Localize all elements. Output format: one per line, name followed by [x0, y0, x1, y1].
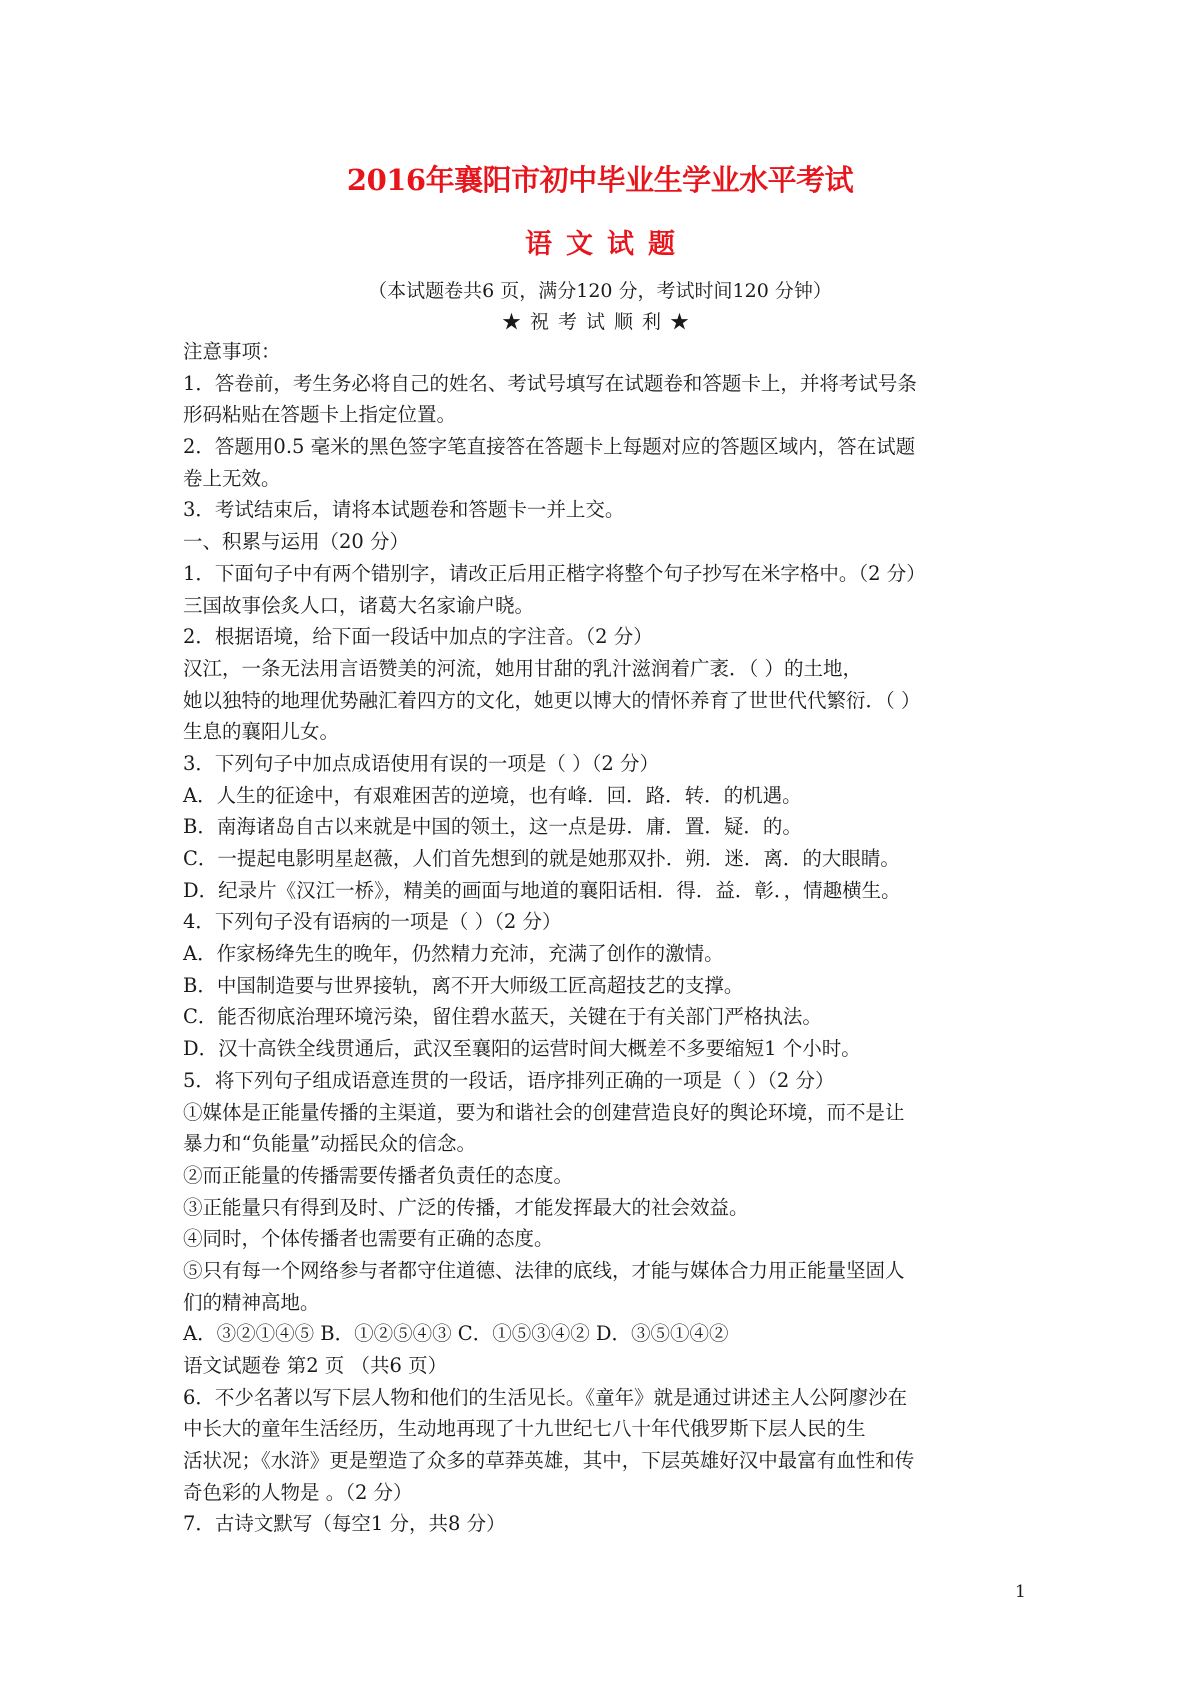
text-line: D．汉十高铁全线贯通后，武汉至襄阳的运营时间大概差不多要缩短1 个小时。: [183, 1037, 861, 1061]
text-line: 中长大的童年生活经历，生动地再现了十九世纪七八十年代俄罗斯下层人民的生: [183, 1417, 866, 1441]
text-line: C．一提起电影明星赵薇，人们首先想到的就是她那双扑．朔．迷．离．的大眼睛。: [183, 847, 900, 870]
text-line: 卷上无效。: [183, 466, 281, 490]
text-line: 注意事项：: [183, 340, 281, 363]
exam-subtitle: 语文试题: [525, 229, 689, 260]
text-line: A．作家杨绛先生的晚年，仍然精力充沛，充满了创作的激情。: [183, 942, 724, 966]
text-line: 2．根据语境，给下面一段话中加点的字注音。（2 分）: [183, 625, 653, 649]
text-line: 3．考试结束后，请将本试题卷和答题卡一并上交。: [183, 498, 625, 522]
text-line: 她以独特的地理优势融汇着四方的文化，她更以博大的情怀养育了世世代代繁衍．（ ）: [183, 688, 921, 712]
text-line: 生息的襄阳儿女。: [183, 720, 340, 744]
text-line: A．③②①④⑤ B．①②⑤④③ C．①⑤③④② D．③⑤①④②: [183, 1322, 729, 1346]
text-line: 6．不少名著以写下层人物和他们的生活见长。《童年》就是通过讲述主人公阿廖沙在: [183, 1385, 908, 1409]
text-line: 一、积累与运用（20 分）: [183, 530, 410, 554]
text-line: 3．下列句子中加点成语使用有误的一项是（ ）（2 分）: [183, 751, 659, 775]
good-luck-line: ★祝考试顺利★: [501, 311, 698, 333]
text-line: 7．古诗文默写（每空1 分，共8 分）: [183, 1512, 506, 1536]
text-line: C．能否彻底治理环境污染，留住碧水蓝天，关键在于有关部门严格执法。: [183, 1005, 822, 1029]
text-line: ⑤只有每一个网络参与者都守住道德、法律的底线，才能与媒体合力用正能量坚固人: [183, 1258, 905, 1282]
text-line: 暴力和“负能量”动摇民众的信念。: [183, 1132, 476, 1156]
text-line: 语文试题卷 第2 页 （共6 页）: [183, 1354, 448, 1377]
text-line: 三国故事侩炙人口，诸葛大名家谕户晓。: [183, 593, 535, 617]
text-line: 汉江，一条无法用言语赞美的河流，她用甘甜的乳汁滋润着广袤．（ ）的土地，: [183, 656, 862, 680]
text-line: 2．答题用0.5 毫米的黑色签字笔直接答在答题卡上每题对应的答题区域内，答在试题: [183, 435, 916, 459]
text-line: ②而正能量的传播需要传播者负责任的态度。: [183, 1163, 574, 1187]
text-line: A．人生的征途中，有艰难困苦的逆境，也有峰．回．路．转．的机遇。: [183, 783, 802, 807]
text-line: B．中国制造要与世界接轨，离不开大师级工匠高超技艺的支撑。: [183, 973, 744, 997]
text-line: 5．将下列句子组成语意连贯的一段话，语序排列正确的一项是（ ）（2 分）: [183, 1068, 835, 1092]
exam-title: 2016年襄阳市初中毕业生学业水平考试: [346, 163, 854, 197]
exam-info: （本试题卷共6 页，满分120 分，考试时间120 分钟）: [368, 280, 832, 302]
text-line: 1．答卷前，考生务必将自己的姓名、考试号填写在试题卷和答题卡上，并将考试号条: [183, 371, 917, 395]
text-line: 奇色彩的人物是 。（2 分）: [183, 1480, 413, 1504]
text-line: B．南海诸岛自古以来就是中国的领土，这一点是毋．庸．置．疑．的。: [183, 815, 802, 839]
text-line: 们的精神高地。: [183, 1290, 320, 1314]
text-line: 形码粘贴在答题卡上指定位置。: [183, 403, 457, 427]
text-line: D．纪录片《汉江一桥》，精美的画面与地道的襄阳话相．得．益．彰．，情趣横生。: [183, 878, 901, 902]
text-line: ③正能量只有得到及时、广泛的传播，才能发挥最大的社会效益。: [183, 1195, 749, 1219]
text-line: 活状况；《水浒》更是塑造了众多的草莽英雄，其中，下层英雄好汉中最富有血性和传: [183, 1449, 915, 1473]
text-line: 1．下面句子中有两个错别字，请改正后用正楷字将整个句子抄写在米字格中。（2 分）: [183, 561, 926, 585]
document-body: [183, 336, 1023, 1540]
text-line: 4．下列句子没有语病的一项是（ ）（2 分）: [183, 910, 562, 934]
text-line: ①媒体是正能量传播的主渠道，要为和谐社会的创建营造良好的舆论环境，而不是让: [183, 1100, 905, 1124]
text-line: ④同时，个体传播者也需要有正确的态度。: [183, 1227, 554, 1251]
page-number: 1: [1015, 1582, 1026, 1602]
